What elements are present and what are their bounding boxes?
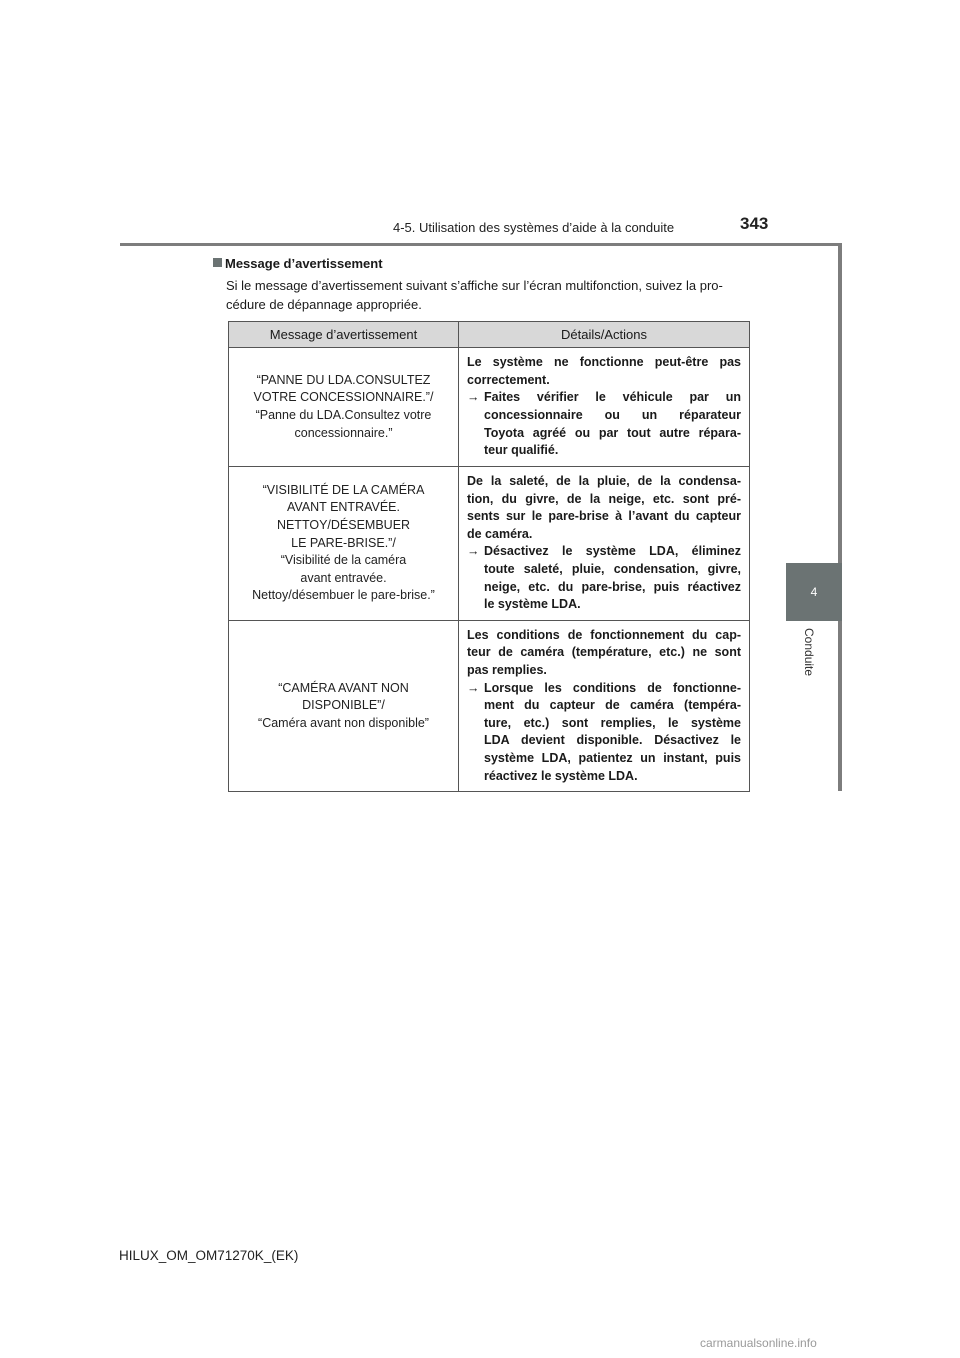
message-line: concessionnaire.” — [294, 425, 393, 440]
action-line: le système LDA. — [484, 597, 581, 612]
message-line: “VISIBILITÉ DE LA CAMÉRA — [262, 482, 425, 497]
detail-line: Le système ne fonctionne peut-être pas — [467, 355, 741, 370]
action-line: neige, etc. du pare-brise, puis réactivez — [484, 579, 741, 594]
section-heading — [213, 256, 383, 271]
message-line: DISPONIBLE”/ — [302, 698, 385, 713]
table-row — [229, 620, 750, 791]
detail-line: de caméra. — [467, 526, 533, 541]
message-line: Nettoy/désembuer le pare-brise.” — [252, 588, 435, 603]
running-header-section: 4-5. Utilisation des systèmes d’aide à la conduite — [393, 220, 675, 235]
detail-line: correctement. — [467, 372, 550, 387]
chapter-tab — [786, 563, 842, 621]
action-line: toute saleté, pluie, condensation, givre, — [484, 561, 741, 576]
message-line: AVANT ENTRAVÉE. — [287, 500, 400, 515]
action-line: système LDA, patientez un instant, puis — [484, 750, 741, 765]
message-line: VOTRE CONCESSIONNAIRE.”/ — [253, 390, 434, 405]
document-code: HILUX_OM_OM71270K_(EK) — [119, 1248, 299, 1263]
chapter-number: 4 — [810, 585, 818, 599]
watermark-text: carmanualsonline.info — [700, 1336, 817, 1350]
details-actions-cell — [459, 620, 750, 791]
message-line: “PANNE DU LDA.CONSULTEZ — [256, 372, 431, 387]
action-line: Faites vérifier le véhicule par un — [484, 390, 741, 405]
warning-message-cell — [229, 467, 459, 621]
message-line: “Caméra avant non disponible” — [258, 715, 429, 730]
column-header-message: Message d’avertissement — [229, 322, 459, 348]
arrow-icon: → — [467, 544, 480, 559]
message-line: “Visibilité de la caméra — [280, 553, 407, 568]
column-header-details: Détails/Actions — [459, 322, 750, 348]
action-item — [467, 680, 741, 786]
table-header-row — [229, 322, 750, 348]
table-row — [229, 348, 750, 467]
table-row — [229, 467, 750, 621]
message-line: LE PARE-BRISE.”/ — [291, 535, 396, 550]
intro-line: Si le message d’avertissement suivant s’affiche sur l’écran multifonction, suivez la pro- — [226, 278, 723, 293]
detail-line: sents sur le pare-brise à l’avant du capteur — [467, 509, 741, 524]
side-tab-rule — [838, 246, 842, 791]
action-line: concessionnaire ou un réparateur — [484, 408, 741, 422]
detail-line: teur de caméra (température, etc.) ne sont — [467, 645, 741, 660]
action-item — [467, 389, 741, 459]
action-line: Désactivez le système LDA, éliminez — [484, 544, 741, 559]
section-title-text: Message d’avertissement — [225, 256, 383, 271]
message-line: avant entravée. — [300, 570, 387, 585]
action-line: réactivez le système LDA. — [484, 768, 638, 783]
page-number: 343 — [740, 214, 769, 233]
detail-line: De la saleté, de la pluie, de la condensa- — [467, 474, 741, 488]
intro-line: cédure de dépannage appropriée. — [226, 297, 422, 312]
warning-message-cell — [229, 620, 459, 791]
square-bullet-icon — [213, 258, 222, 267]
arrow-icon: → — [467, 680, 480, 695]
chapter-label: Conduite — [802, 628, 816, 677]
section-intro — [226, 276, 746, 314]
action-line: ture, etc.) sont remplies, le système — [484, 715, 741, 730]
detail-line: pas remplies. — [467, 662, 547, 677]
warning-message-cell — [229, 348, 459, 467]
arrow-icon: → — [467, 390, 480, 405]
details-actions-cell — [459, 348, 750, 467]
details-actions-cell — [459, 467, 750, 621]
message-line: “CAMÉRA AVANT NON — [278, 680, 409, 695]
message-line: “Panne du LDA.Consultez votre — [255, 408, 432, 422]
action-item — [467, 543, 741, 613]
warning-message-table — [228, 321, 750, 792]
detail-line: Les conditions de fonctionnement du cap- — [467, 627, 741, 642]
action-line: Lorsque les conditions de fonctionne- — [484, 680, 741, 695]
action-line: ment du capteur de caméra (tempéra- — [484, 698, 741, 713]
detail-line: tion, du givre, de la neige, etc. sont pré- — [467, 491, 741, 506]
action-line: Toyota agréé ou par tout autre répara- — [484, 425, 741, 440]
header-divider — [120, 243, 842, 246]
action-line: teur qualifié. — [484, 443, 559, 458]
action-line: LDA devient disponible. Désactivez le — [484, 733, 741, 748]
message-line: NETTOY/DÉSEMBUER — [276, 517, 411, 532]
